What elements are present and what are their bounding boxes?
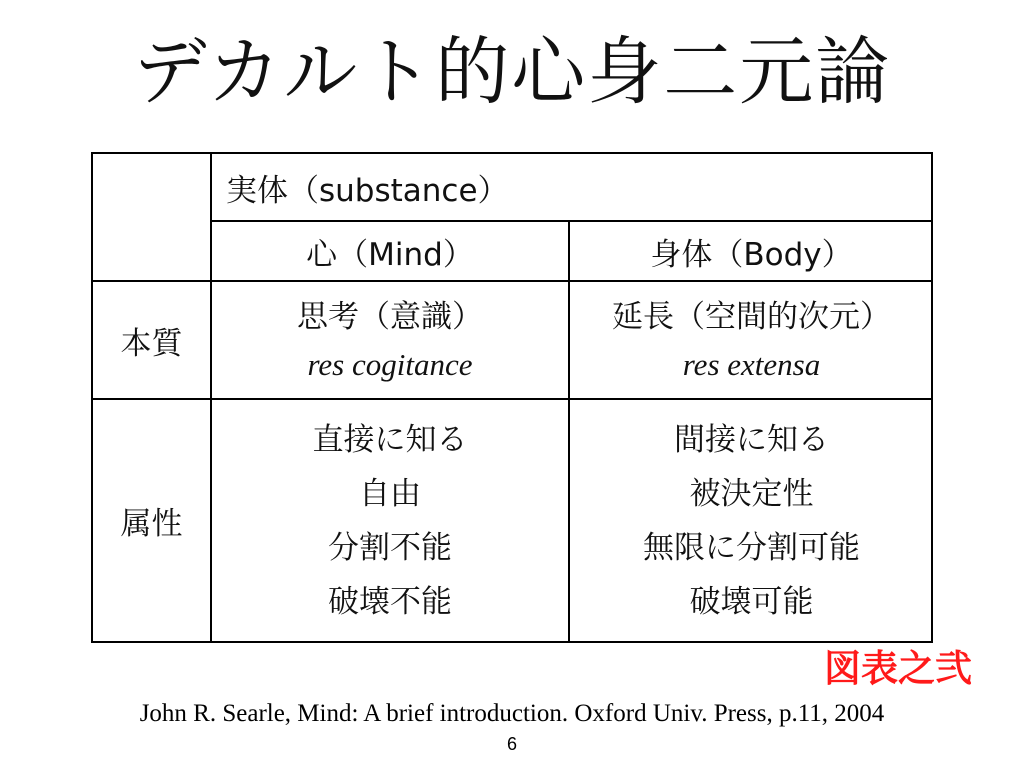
mind-attribute-item: 直接に知る xyxy=(312,421,468,458)
mind-body-table xyxy=(91,152,933,643)
essence-label-cell xyxy=(93,282,210,398)
mind-attribute-item: 分割不能 xyxy=(328,529,452,566)
substance-header: 実体（substance） xyxy=(226,172,509,209)
body-attribute-item: 間接に知る xyxy=(674,421,829,458)
figure-badge: 図表之弐 xyxy=(824,647,972,690)
citation: John R. Searle, Mind: A brief introduction. Oxford Univ. Press, p.11, 2004 xyxy=(139,700,885,727)
body-essence: 延長（空間的次元） xyxy=(612,299,891,335)
attributes-label-cell xyxy=(93,400,210,641)
mind-header: 心（Mind） xyxy=(306,236,474,273)
mind-attribute-item: 自由 xyxy=(359,475,421,512)
mind-essence: 思考（意識） xyxy=(297,299,483,335)
body-attributes-cell xyxy=(570,400,933,641)
body-header: 身体（Body） xyxy=(650,236,853,273)
mind-essence-latin: res cogitance xyxy=(307,347,473,382)
page-number: 6 xyxy=(506,734,517,754)
body-essence-cell xyxy=(570,282,933,398)
attributes-label: 属性 xyxy=(120,506,183,542)
mind-attributes-cell xyxy=(212,400,568,641)
slide-title: デカルト的心身二元論 xyxy=(132,29,892,115)
substance-header-cell xyxy=(212,154,933,220)
mind-attribute-item: 破壊不能 xyxy=(328,583,452,620)
essence-label: 本質 xyxy=(120,325,183,362)
body-attribute-item: 破壊可能 xyxy=(689,583,814,620)
body-attribute-item: 無限に分割可能 xyxy=(643,529,860,566)
mind-header-cell xyxy=(212,222,568,280)
body-essence-latin: res extensa xyxy=(682,347,821,382)
mind-essence-cell xyxy=(212,282,568,398)
body-header-cell xyxy=(570,222,933,280)
body-attribute-item: 被決定性 xyxy=(689,475,814,512)
